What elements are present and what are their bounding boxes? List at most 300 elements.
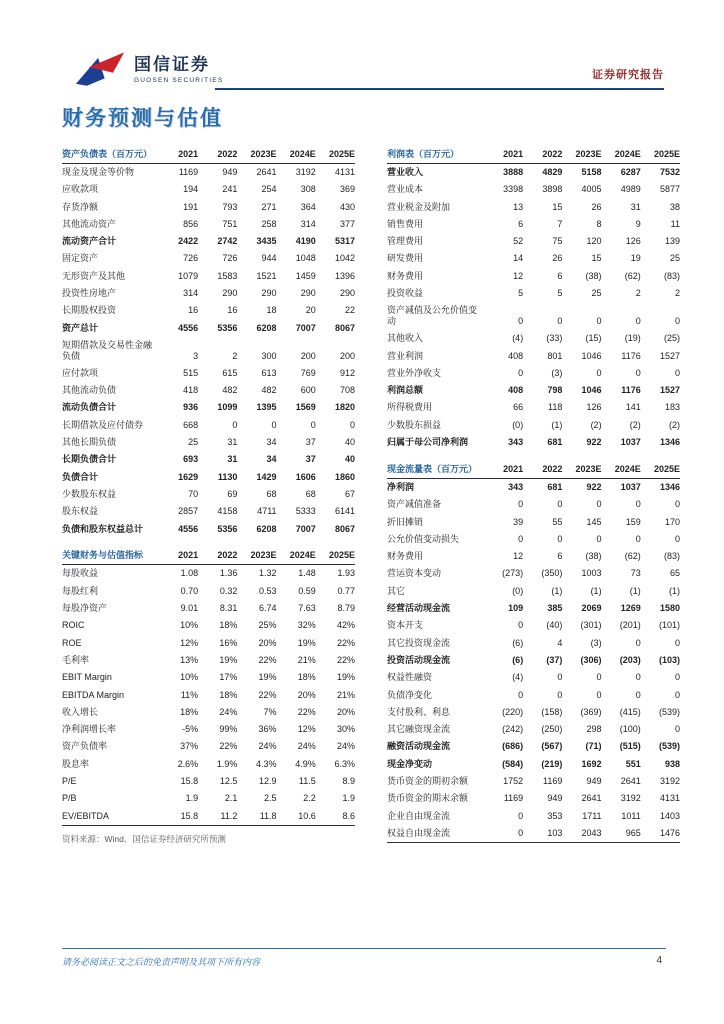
row-value: 19% (258, 672, 277, 683)
row-value: 856 (183, 218, 199, 229)
row-value: 0 (674, 367, 680, 378)
row-value: 1176 (621, 385, 641, 396)
row-value: 52 (513, 236, 524, 247)
row-value: 7% (263, 706, 277, 717)
row-value: 24% (297, 741, 316, 752)
row-value: 20% (258, 637, 277, 648)
row-value: (83) (663, 270, 680, 281)
row-label: 投资活动现金流 (387, 654, 451, 665)
row-value: 600 (300, 385, 316, 396)
row-value: 0 (635, 367, 641, 378)
year-header: 2024E (277, 146, 316, 163)
row-value: 200 (300, 350, 316, 361)
row-label: 折旧摊销 (387, 516, 424, 527)
row-value: 298 (586, 724, 602, 735)
row-value: 0 (635, 533, 641, 544)
row-value: 2.1 (224, 793, 238, 804)
table-row (62, 486, 355, 503)
row-value: 6 (518, 218, 524, 229)
row-value: 6287 (620, 167, 641, 177)
row-value: 4556 (178, 322, 199, 333)
table-row (62, 520, 355, 537)
brand-subtitle: GUOSEN SECURITIES (134, 76, 224, 84)
row-value: 37 (305, 437, 316, 448)
row-value: 22% (219, 741, 238, 752)
row-value: 1048 (295, 253, 316, 264)
row-label: 少数股东权益 (62, 488, 117, 499)
row-label: 其它融资现金流 (387, 724, 451, 735)
row-value: 0 (596, 499, 602, 510)
row-label: 财务费用 (387, 270, 424, 281)
key-metrics-table (62, 547, 355, 825)
table-row (387, 825, 680, 843)
row-value: 7007 (295, 523, 316, 534)
row-value: 6208 (256, 322, 277, 333)
row-value: 24% (258, 741, 277, 752)
row-value: 377 (339, 218, 355, 229)
row-value: 613 (261, 367, 277, 378)
row-value: 769 (300, 367, 316, 378)
footer-divider (62, 948, 666, 949)
row-value: 7532 (659, 167, 680, 177)
row-value: 482 (222, 385, 238, 396)
row-label: 资产减值准备 (387, 499, 442, 510)
row-value: (25) (663, 333, 680, 344)
row-value: 0 (484, 825, 523, 843)
row-value: (2) (590, 419, 602, 430)
row-value: 22% (336, 637, 355, 648)
row-value: 26 (552, 253, 563, 264)
row-label: EBIT Margin (62, 672, 112, 683)
row-value: 2641 (581, 793, 602, 804)
row-value: 99% (219, 724, 238, 735)
table-title: 利润表（百万元） (387, 146, 484, 163)
row-value: 30% (336, 724, 355, 735)
row-label: 应收款项 (62, 184, 99, 195)
row-value: 4131 (659, 793, 680, 804)
row-value: 70 (188, 488, 199, 499)
row-value: 8067 (334, 322, 355, 333)
row-label: 公允价值变动损失 (387, 533, 460, 544)
table-row (387, 773, 680, 790)
row-value: (250) (541, 724, 563, 735)
table-row (387, 382, 680, 399)
row-value: 8 (596, 218, 602, 229)
row-value: 19% (336, 672, 355, 683)
row-label: 长期负债合计 (62, 454, 117, 465)
row-value: 0 (635, 315, 641, 326)
row-value: 3192 (620, 793, 641, 804)
table-row (62, 503, 355, 520)
row-value: 0 (635, 672, 641, 683)
table-row (387, 721, 680, 738)
row-value: 408 (508, 350, 524, 361)
page-title: 财务预测与估值 (62, 107, 223, 130)
table-row (387, 250, 680, 267)
row-value: 1629 (178, 471, 199, 482)
row-value: 11.5 (298, 776, 316, 787)
table-row (387, 233, 680, 250)
row-value: 22% (258, 689, 277, 700)
row-label: 短期借款及交易性金融负债 (62, 339, 153, 361)
row-label: 负债合计 (62, 471, 99, 482)
row-value: 1169 (503, 793, 524, 804)
row-value: 20% (297, 689, 316, 700)
footer-disclaimer: 请务必阅读正文之后的免责声明及其项下所有内容 (62, 957, 261, 967)
row-label: 净利润增长率 (62, 724, 117, 735)
table-row (62, 600, 355, 617)
row-value: 1.93 (337, 568, 355, 579)
row-value: 1169 (178, 167, 199, 177)
row-value: 300 (261, 350, 277, 361)
row-value: 290 (261, 288, 277, 299)
row-value: 16% (219, 637, 238, 648)
row-value: 1459 (295, 270, 316, 281)
row-label: 融资活动现金流 (387, 741, 451, 752)
table-row (387, 530, 680, 547)
table-row (387, 285, 680, 302)
row-label: 投资性房地产 (62, 288, 117, 299)
row-value: 10% (180, 672, 199, 683)
row-value: (4) (512, 672, 524, 683)
row-label: 权益性融资 (387, 672, 433, 683)
row-label: 负债和股东权益总计 (62, 523, 144, 534)
table-row (387, 302, 680, 330)
row-value: 271 (261, 201, 277, 212)
table-row (387, 434, 680, 451)
source-note: 资料来源：Wind、国信证券经济研究所预测 (62, 833, 226, 844)
row-value: 1.08 (180, 568, 199, 579)
row-value: 343 (508, 437, 524, 448)
year-header: 2022 (523, 146, 562, 163)
row-label: 每股净资产 (62, 603, 108, 614)
row-value: 200 (339, 350, 355, 361)
row-value: 0 (557, 533, 563, 544)
row-value: 34 (266, 454, 277, 465)
row-value: 912 (339, 367, 355, 378)
row-value: 15 (552, 201, 563, 212)
row-value: 0 (596, 533, 602, 544)
row-value: 1.48 (298, 568, 316, 579)
row-value: 1395 (256, 402, 277, 413)
row-value: (62) (624, 270, 641, 281)
header-divider (215, 88, 664, 90)
row-value: 314 (300, 218, 316, 229)
row-value: 0 (232, 419, 238, 430)
row-value: 3 (193, 350, 199, 361)
row-label: 其它投资现金流 (387, 637, 451, 648)
row-value: 38 (669, 201, 680, 212)
row-value: 3888 (503, 167, 524, 177)
row-value: 19% (219, 654, 238, 665)
row-value: (1) (551, 585, 563, 596)
row-value: 0 (518, 499, 524, 510)
row-label: 现金净变动 (387, 758, 433, 769)
row-value: 68 (266, 488, 277, 499)
table-row (387, 600, 680, 617)
table-row (62, 790, 355, 807)
row-value: 10.6 (277, 807, 316, 825)
table-row (62, 364, 355, 381)
row-label: 股东权益 (62, 506, 99, 517)
row-value: 120 (586, 236, 602, 247)
table-row (62, 416, 355, 433)
table-row (387, 703, 680, 720)
table-row (387, 364, 680, 381)
row-value: 159 (625, 516, 641, 527)
row-value: 4190 (295, 236, 316, 247)
year-header: 2025E (316, 547, 355, 564)
row-value: 139 (664, 236, 680, 247)
row-value: 1269 (620, 603, 641, 614)
row-value: (40) (546, 620, 563, 631)
row-value: 7.63 (298, 603, 316, 614)
table-row (387, 496, 680, 513)
row-value: (62) (624, 551, 641, 562)
row-value: 0 (674, 724, 680, 735)
income-statement-table (387, 146, 680, 451)
row-value: (83) (663, 551, 680, 562)
row-label: 投资收益 (387, 288, 424, 299)
row-value: 9.01 (180, 603, 199, 614)
row-value: (1) (669, 585, 680, 596)
header-brand (74, 50, 223, 90)
row-value: 8.31 (219, 603, 238, 614)
table-row (387, 181, 680, 198)
row-value: 1711 (582, 810, 602, 821)
row-value: 0.59 (298, 585, 316, 596)
row-label: 营业收入 (387, 167, 424, 177)
row-value: 42% (336, 620, 355, 631)
row-value: 290 (300, 288, 316, 299)
row-value: 15.8 (159, 807, 198, 825)
row-label: 固定资产 (62, 253, 99, 264)
row-value: 4131 (334, 167, 355, 177)
row-value: (686) (502, 741, 524, 752)
row-label: P/B (62, 793, 77, 804)
table-row (62, 337, 355, 365)
row-label: 支付股利、利息 (387, 706, 451, 717)
row-value: 6208 (256, 523, 277, 534)
row-value: (0) (512, 585, 524, 596)
year-header: 2021 (484, 461, 523, 478)
row-value: 40 (344, 454, 355, 465)
year-header: 2024E (602, 461, 641, 478)
row-value: (15) (585, 333, 602, 344)
row-value: 24% (336, 741, 355, 752)
row-value: 1396 (334, 270, 355, 281)
row-value: (158) (541, 706, 563, 717)
row-value: (1) (551, 419, 563, 430)
row-value: 681 (547, 437, 563, 448)
row-value: 141 (625, 402, 641, 413)
row-label: 存货净额 (62, 201, 99, 212)
row-value: 37% (180, 741, 199, 752)
row-value: 1527 (659, 350, 680, 361)
row-value: 0 (557, 672, 563, 683)
row-value: 5317 (334, 236, 355, 247)
row-value: 1037 (620, 437, 641, 448)
row-value: (1) (590, 585, 602, 596)
balance-sheet-table (62, 146, 355, 537)
table-row (62, 468, 355, 485)
row-value: 8.6 (316, 807, 355, 825)
row-value: (220) (502, 706, 524, 717)
row-value: 13% (180, 654, 199, 665)
cash-flow-table (387, 461, 680, 843)
table-row (387, 755, 680, 772)
table-row (62, 434, 355, 451)
row-value: (539) (658, 741, 680, 752)
year-header: 2025E (641, 146, 680, 163)
row-value: 12 (513, 270, 524, 281)
row-value: 2857 (178, 506, 199, 517)
row-value: 241 (222, 184, 238, 195)
row-value: 126 (586, 402, 602, 413)
row-value: 22 (344, 305, 355, 316)
row-label: 货币资金的期初余额 (387, 776, 469, 787)
row-value: 965 (602, 825, 641, 843)
row-value: 0 (518, 367, 524, 378)
table-row (387, 565, 680, 582)
right-column (387, 146, 680, 845)
row-value: 343 (508, 481, 524, 492)
row-value: 0.70 (180, 585, 199, 596)
row-value: 0 (518, 533, 524, 544)
row-value: (567) (541, 741, 563, 752)
row-value: 3192 (295, 167, 316, 177)
row-value: 1011 (621, 810, 641, 821)
row-value: 24% (219, 706, 238, 717)
table-row (387, 513, 680, 530)
row-value: 22% (336, 654, 355, 665)
row-value: 1569 (295, 402, 316, 413)
row-value: (242) (502, 724, 524, 735)
table-row (62, 773, 355, 790)
row-value: 0 (674, 315, 680, 326)
table-row (387, 267, 680, 284)
row-value: 0 (596, 315, 602, 326)
row-label: 营业利润 (387, 350, 424, 361)
row-value: 170 (664, 516, 680, 527)
row-value: 922 (586, 437, 602, 448)
row-value: 183 (664, 402, 680, 413)
row-value: 31 (630, 201, 641, 212)
row-label: 流动资产合计 (62, 236, 117, 247)
row-value: 1.9% (216, 758, 238, 769)
row-label: 长期借款及应付债券 (62, 419, 144, 430)
row-value: 4 (557, 637, 563, 648)
row-value: 1042 (334, 253, 355, 264)
row-value: 254 (261, 184, 277, 195)
row-value: 8.9 (342, 776, 355, 787)
row-label: 收入增长 (62, 706, 99, 717)
table-row (62, 451, 355, 468)
row-value: 1046 (581, 350, 602, 361)
row-label: 少数股东损益 (387, 419, 442, 430)
row-value: 751 (222, 218, 238, 229)
row-label: 研发费用 (387, 253, 424, 264)
row-value: 0 (518, 689, 524, 700)
table-row (62, 250, 355, 267)
table-header-row (387, 146, 680, 163)
row-label: 股息率 (62, 758, 90, 769)
row-value: (2) (669, 419, 680, 430)
table-row (387, 216, 680, 233)
row-value: 1130 (217, 471, 238, 482)
row-value: 364 (300, 201, 316, 212)
row-value: 5356 (217, 322, 238, 333)
row-value: 34 (266, 437, 277, 448)
row-value: 0 (518, 620, 524, 631)
row-value: 0 (674, 499, 680, 510)
row-value: 5877 (659, 184, 680, 195)
row-value: 22% (258, 654, 277, 665)
row-value: 949 (222, 167, 238, 177)
row-value: (203) (619, 654, 641, 665)
row-value: 4829 (542, 167, 563, 177)
row-label: 流动负债合计 (62, 402, 117, 413)
guosen-logo-icon (74, 50, 126, 90)
row-value: 418 (183, 385, 199, 396)
brand-text-block (134, 56, 223, 84)
row-label: 毛利率 (62, 654, 90, 665)
row-value: (101) (658, 620, 680, 631)
row-value: 4158 (217, 506, 238, 517)
row-label: 资产总计 (62, 322, 99, 333)
row-value: 6.74 (259, 603, 277, 614)
year-header: 2024E (277, 547, 316, 564)
row-value: 693 (183, 454, 199, 465)
row-label: 企业自由现金流 (387, 810, 451, 821)
row-value: (100) (619, 724, 641, 735)
year-header: 2025E (316, 146, 355, 163)
row-value: 308 (300, 184, 316, 195)
row-value: 0 (349, 419, 355, 430)
row-value: 0 (310, 419, 316, 430)
row-value: 482 (261, 385, 277, 396)
row-value: 12.5 (219, 776, 238, 787)
row-value: 37 (305, 454, 316, 465)
row-label: 权益自由现金流 (387, 825, 484, 843)
row-value: 1521 (256, 270, 277, 281)
row-value: 385 (547, 603, 563, 614)
row-value: 353 (547, 810, 563, 821)
row-value: 515 (183, 367, 199, 378)
row-value: 798 (547, 385, 563, 396)
row-value: (515) (619, 741, 641, 752)
row-label: 应付款项 (62, 367, 99, 378)
row-value: 1346 (659, 481, 680, 492)
table-row (387, 686, 680, 703)
table-row (387, 582, 680, 599)
row-value: 32% (297, 620, 316, 631)
row-label: 归属于母公司净利润 (387, 437, 469, 448)
row-value: 18% (219, 689, 238, 700)
row-value: 1583 (217, 270, 238, 281)
row-value: (2) (629, 419, 641, 430)
table-row (387, 790, 680, 807)
table-row (387, 163, 680, 181)
table-row (62, 686, 355, 703)
table-row (62, 634, 355, 651)
row-value: 0.77 (337, 585, 355, 596)
row-value: 0 (518, 810, 524, 821)
row-value: 21% (297, 654, 316, 665)
row-value: 25 (669, 253, 680, 264)
row-value: 708 (339, 385, 355, 396)
row-value: 18% (180, 706, 199, 717)
